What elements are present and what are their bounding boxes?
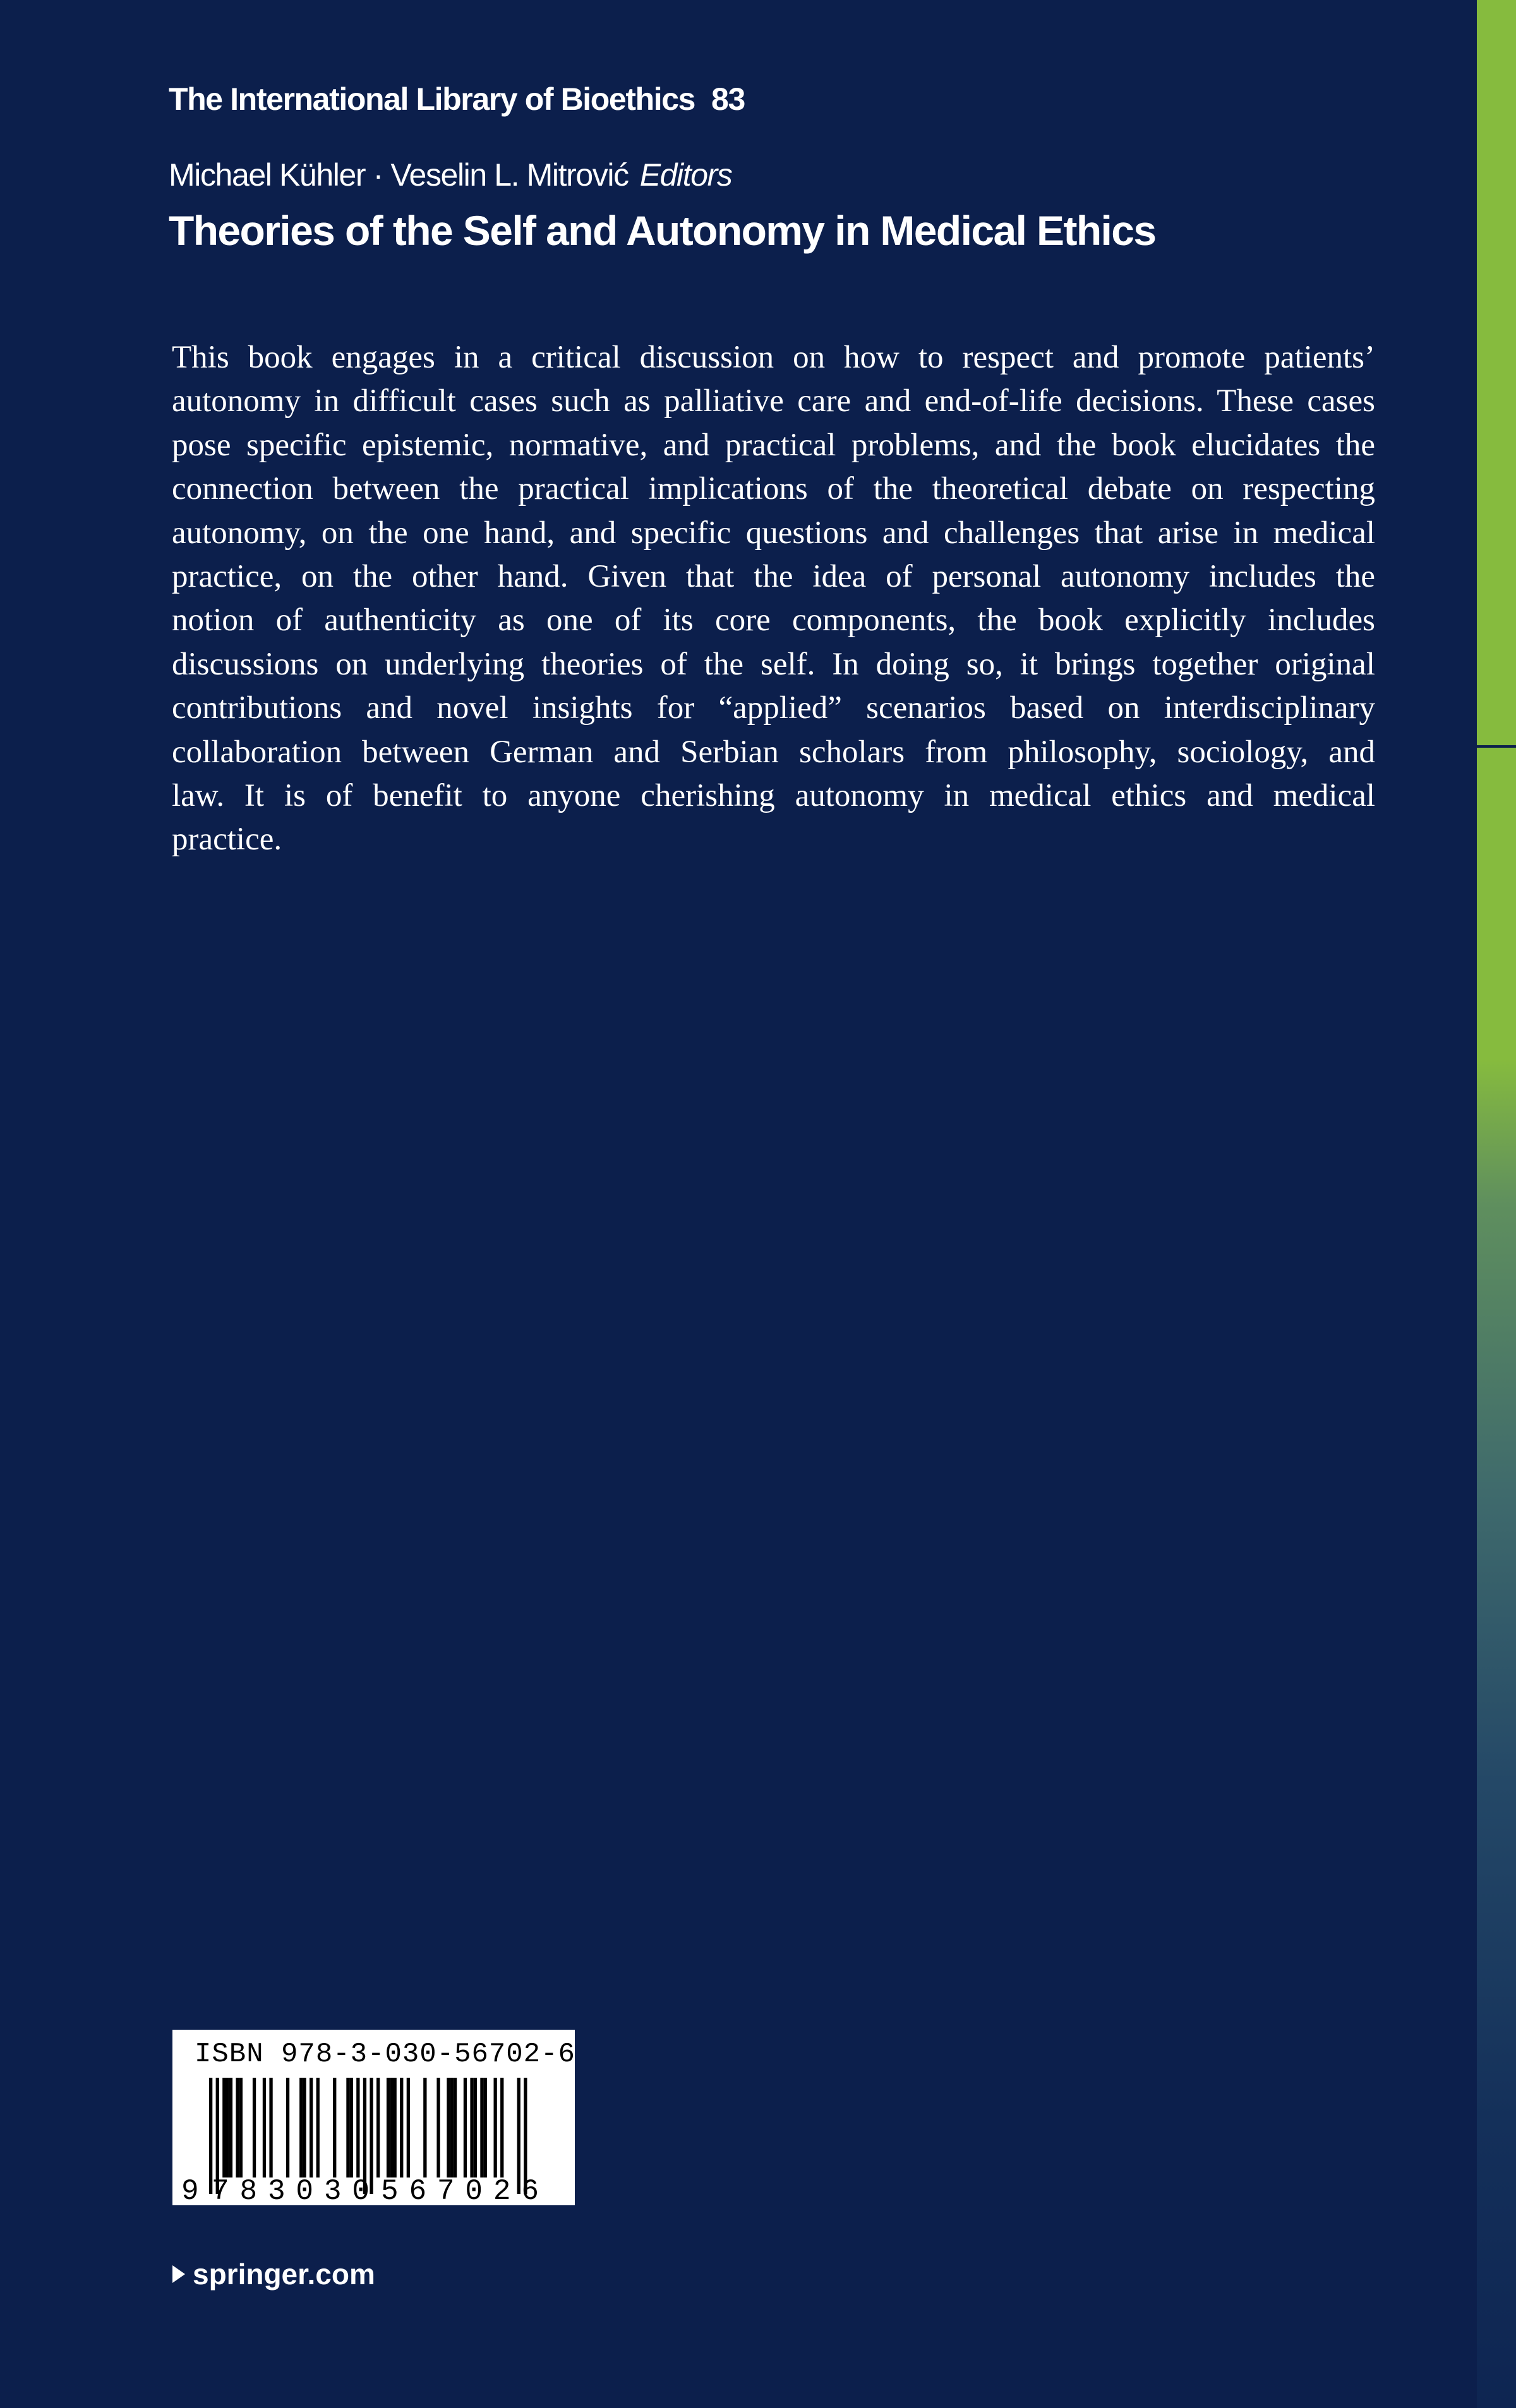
barcode-digit-first: 9 — [181, 2175, 199, 2205]
description-line: connection between the practical implications of the theoretical debate on respecting — [172, 471, 1375, 507]
description-line: autonomy in difficult cases such as palliative care and end-of-life decisions. These cases — [172, 383, 1375, 419]
book-description — [172, 336, 1375, 862]
series-title — [169, 81, 745, 117]
barcode-bar — [299, 2078, 303, 2177]
barcode-bar — [356, 2078, 359, 2177]
book-title: Theories of the Self and Autonomy in Medical Ethics — [169, 207, 1156, 254]
barcode-bar — [303, 2078, 306, 2177]
barcode-bar — [346, 2078, 349, 2177]
barcode-bar — [484, 2078, 487, 2177]
barcode-bar — [376, 2078, 380, 2177]
barcode-bar — [480, 2078, 483, 2177]
barcode-bar — [454, 2078, 457, 2177]
editors-line — [169, 157, 732, 193]
barcode-digits-right: 567026 — [381, 2175, 539, 2205]
barcode-bar — [222, 2078, 226, 2177]
barcode-bar — [470, 2078, 473, 2177]
description-line: practice, on the other hand. Given that the idea of personal autonomy includes the — [172, 559, 1375, 595]
barcode-bar — [239, 2078, 243, 2177]
barcode-bar — [394, 2078, 397, 2177]
isbn-barcode — [172, 2030, 575, 2205]
barcode-bar — [387, 2078, 390, 2177]
barcode-bar — [407, 2078, 410, 2177]
spine-color-strip — [1477, 0, 1516, 2408]
barcode-bar — [253, 2078, 256, 2177]
barcode-guard-bar — [370, 2078, 373, 2194]
barcode-bar — [447, 2078, 450, 2177]
barcode-digits-left: 783030 — [212, 2175, 370, 2205]
publisher-link[interactable] — [172, 2257, 375, 2291]
barcode-bar — [464, 2078, 467, 2177]
isbn-label: ISBN 978-3-030-56702-6 — [195, 2039, 575, 2070]
series-volume: 83 — [711, 81, 745, 117]
barcode-bar — [350, 2078, 353, 2177]
barcode-bar — [474, 2078, 477, 2177]
barcode-bar — [269, 2078, 272, 2177]
description-line: This book engages in a critical discussion on how to respect and promote patients’ — [172, 340, 1375, 375]
description-line: autonomy, on the one hand, and specific questions and challenges that arise in medical — [172, 515, 1375, 551]
barcode-bar — [500, 2078, 503, 2177]
barcode-bar — [263, 2078, 266, 2177]
description-line: pose specific epistemic, normative, and practical problems, and the book elucidates the — [172, 427, 1375, 463]
barcode-bar — [450, 2078, 454, 2177]
barcode-bar — [286, 2078, 289, 2177]
barcode-bar — [226, 2078, 229, 2177]
barcode-bar — [390, 2078, 393, 2177]
publisher-link-text[interactable]: springer.com — [193, 2258, 375, 2291]
barcode-bar — [229, 2078, 232, 2177]
barcode-bar — [436, 2078, 440, 2177]
description-line: practice. — [172, 822, 282, 858]
editors-role: Editors — [639, 157, 732, 193]
spine-divider — [1477, 745, 1516, 748]
description-line: collaboration between German and Serbian scholars from philosophy, sociology, and — [172, 734, 1375, 770]
description-line: discussions on underlying theories of the self. In doing so, it brings together original — [172, 646, 1375, 682]
barcode-bar — [236, 2078, 239, 2177]
barcode-bar — [400, 2078, 403, 2177]
description-line: contributions and novel insights for “applied” scenarios based on interdisciplinary — [172, 690, 1375, 726]
barcode-guard-bar — [517, 2078, 520, 2194]
barcode-bar — [316, 2078, 320, 2177]
barcode-bar — [333, 2078, 336, 2177]
barcode-bar — [494, 2078, 497, 2177]
editor-names: Michael Kühler · Veselin L. Mitrović — [169, 157, 629, 193]
description-line: law. It is of benefit to anyone cherishing autonomy in medical ethics and medical — [172, 778, 1375, 814]
barcode-graphic — [172, 2030, 575, 2205]
barcode-bar — [310, 2078, 313, 2177]
triangle-right-icon — [172, 2265, 185, 2283]
series-name: The International Library of Bioethics — [169, 81, 695, 117]
description-line: notion of authenticity as one of its core components, the book explicitly includes — [172, 602, 1375, 638]
barcode-bar — [423, 2078, 426, 2177]
